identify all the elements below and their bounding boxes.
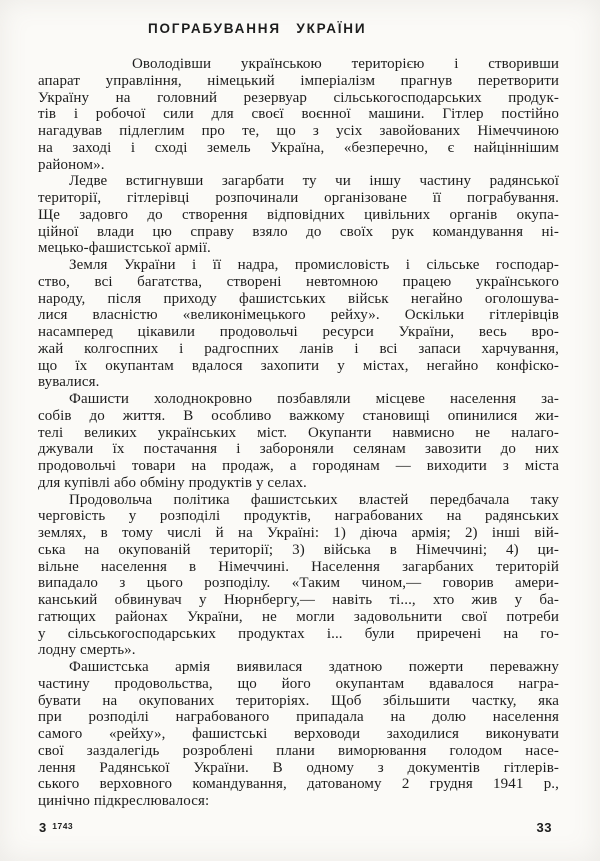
text-line: нагадував підлеглим про те, що з усіх завойованих Німеччиною [38, 123, 559, 139]
signature-code: 1743 [52, 821, 74, 831]
text-line: у сільськогосподарських продуктах і... були приречені на го- [38, 625, 559, 642]
text-line: лення Радянської України. В одному з документів гітлерів- [38, 759, 559, 776]
text-line: лися власністю «великонімецького рейху». Оскільки гітлерівців [38, 307, 559, 324]
text-line: канський обвинувач у Нюрнбергу,— навіть ті..., хто жив у ба- [38, 592, 559, 608]
paragraph [38, 257, 559, 391]
text-line: Україну на головний резервуар сільськогосподарських продук- [38, 89, 559, 106]
text-line: районом». [38, 156, 105, 173]
text-line: самого «рейху», фашистські верховоди заходилися виконувати [38, 726, 559, 742]
text-line: вувалися. [38, 374, 100, 391]
text-line: бувати на окупованих територіях. Щоб збільшити частку, яка [38, 692, 559, 709]
text-line: випадало з цього розподілу. «Таким чином,— говорив амери- [38, 575, 559, 592]
body-text [38, 56, 559, 810]
text-line: апарат управління, німецький імперіалізм прагнув перетворити [38, 72, 559, 89]
text-line: джували їх постачання і забороняли селянам завозити до них [38, 441, 559, 458]
text-line: на заході і сході земель Україна, «безперечно, є найціннішим [38, 139, 559, 156]
chapter-title: ПОГРАБУВАННЯ УКРАЇНИ [148, 21, 367, 36]
text-line: ційної влади цю справу взяло до своїх рук командування ні- [38, 223, 559, 240]
text-line: собів до життя. В особливо важкому становищі опинилися жи- [38, 407, 559, 424]
text-line: Фашистська армія виявилася здатною пожерти переважну [69, 659, 559, 675]
text-line: вільне населення в Німеччині. Населення загарбаних територій [38, 558, 559, 575]
text-line: тів і робочої сили для своєї воєнної машини. Гітлер постійно [38, 106, 559, 123]
text-line: черговість у розподілі продуктів, награбованих на радянських [38, 508, 559, 525]
print-signature [39, 819, 73, 837]
text-line: телі великих українських міст. Окупанти навмисно не налаго- [38, 424, 559, 441]
text-line: цинічно підкреслювалося: [38, 793, 210, 809]
text-line: території, гітлерівці розпочинали організоване її пограбування. [38, 190, 559, 206]
text-line: ська на окупованій території; 3) війська в Німеччині; 4) ци- [38, 541, 559, 558]
paragraph [38, 659, 559, 810]
text-line: насамперед цікавили продовольчі ресурси України, весь вро- [38, 324, 559, 340]
paragraph [38, 173, 559, 257]
text-line: Земля України і її надра, промисловість і сільське господар- [69, 257, 559, 273]
text-line: що їх окупантам вдалося захопити у містах, негайно конфіско- [38, 357, 559, 374]
text-line: Продовольча політика фашистських властей передбачала таку [69, 491, 559, 508]
text-line: при розподілі награбованого припадала на долю населення [38, 709, 559, 726]
paragraph [38, 391, 559, 492]
paragraph [38, 56, 559, 173]
text-line: Ще задовго до створення відповідних цивільних органів окупа- [38, 206, 559, 223]
text-line: Ледве встигнувши загарбати ту чи іншу частину радянської [69, 173, 559, 190]
text-line: для купівлі або обміну продуктів у селах. [38, 474, 307, 491]
text-line: ського верховного командування, датованому 2 грудня 1941 р., [38, 776, 559, 793]
text-line: частину продовольства, що його окупантам вдавалося награ- [38, 675, 559, 692]
text-line: землях, в тому числі й на Україні: 1) діюча армія; 2) інші вій- [38, 525, 559, 541]
text-line: Оволодівши українською територією і створивши [132, 56, 559, 72]
text-line: жай колгоспних і радгоспних ланів і всі запаси харчування, [38, 340, 559, 357]
text-line: мецько-фашистської армії. [38, 240, 211, 257]
text-line: продовольчі товари на продаж, а городянам — виходити з міста [38, 458, 559, 474]
signature-number: 3 [39, 820, 47, 835]
paragraph [38, 492, 559, 660]
page-number: 33 [536, 820, 552, 835]
text-line: свої заздалегідь розроблені плани виморювання голодом насе- [38, 742, 559, 759]
text-line: ство, всі багатства, створені невтомною працею українського [38, 273, 559, 290]
text-line: лодну смерть». [38, 642, 136, 659]
text-line: гатющих районах України, не могли задовольнити свої потреби [38, 608, 559, 625]
text-line: Фашисти холоднокровно позбавляли місцеве населення за- [69, 391, 559, 407]
text-line: народу, після приходу фашистських військ негайно оголошува- [38, 290, 559, 307]
